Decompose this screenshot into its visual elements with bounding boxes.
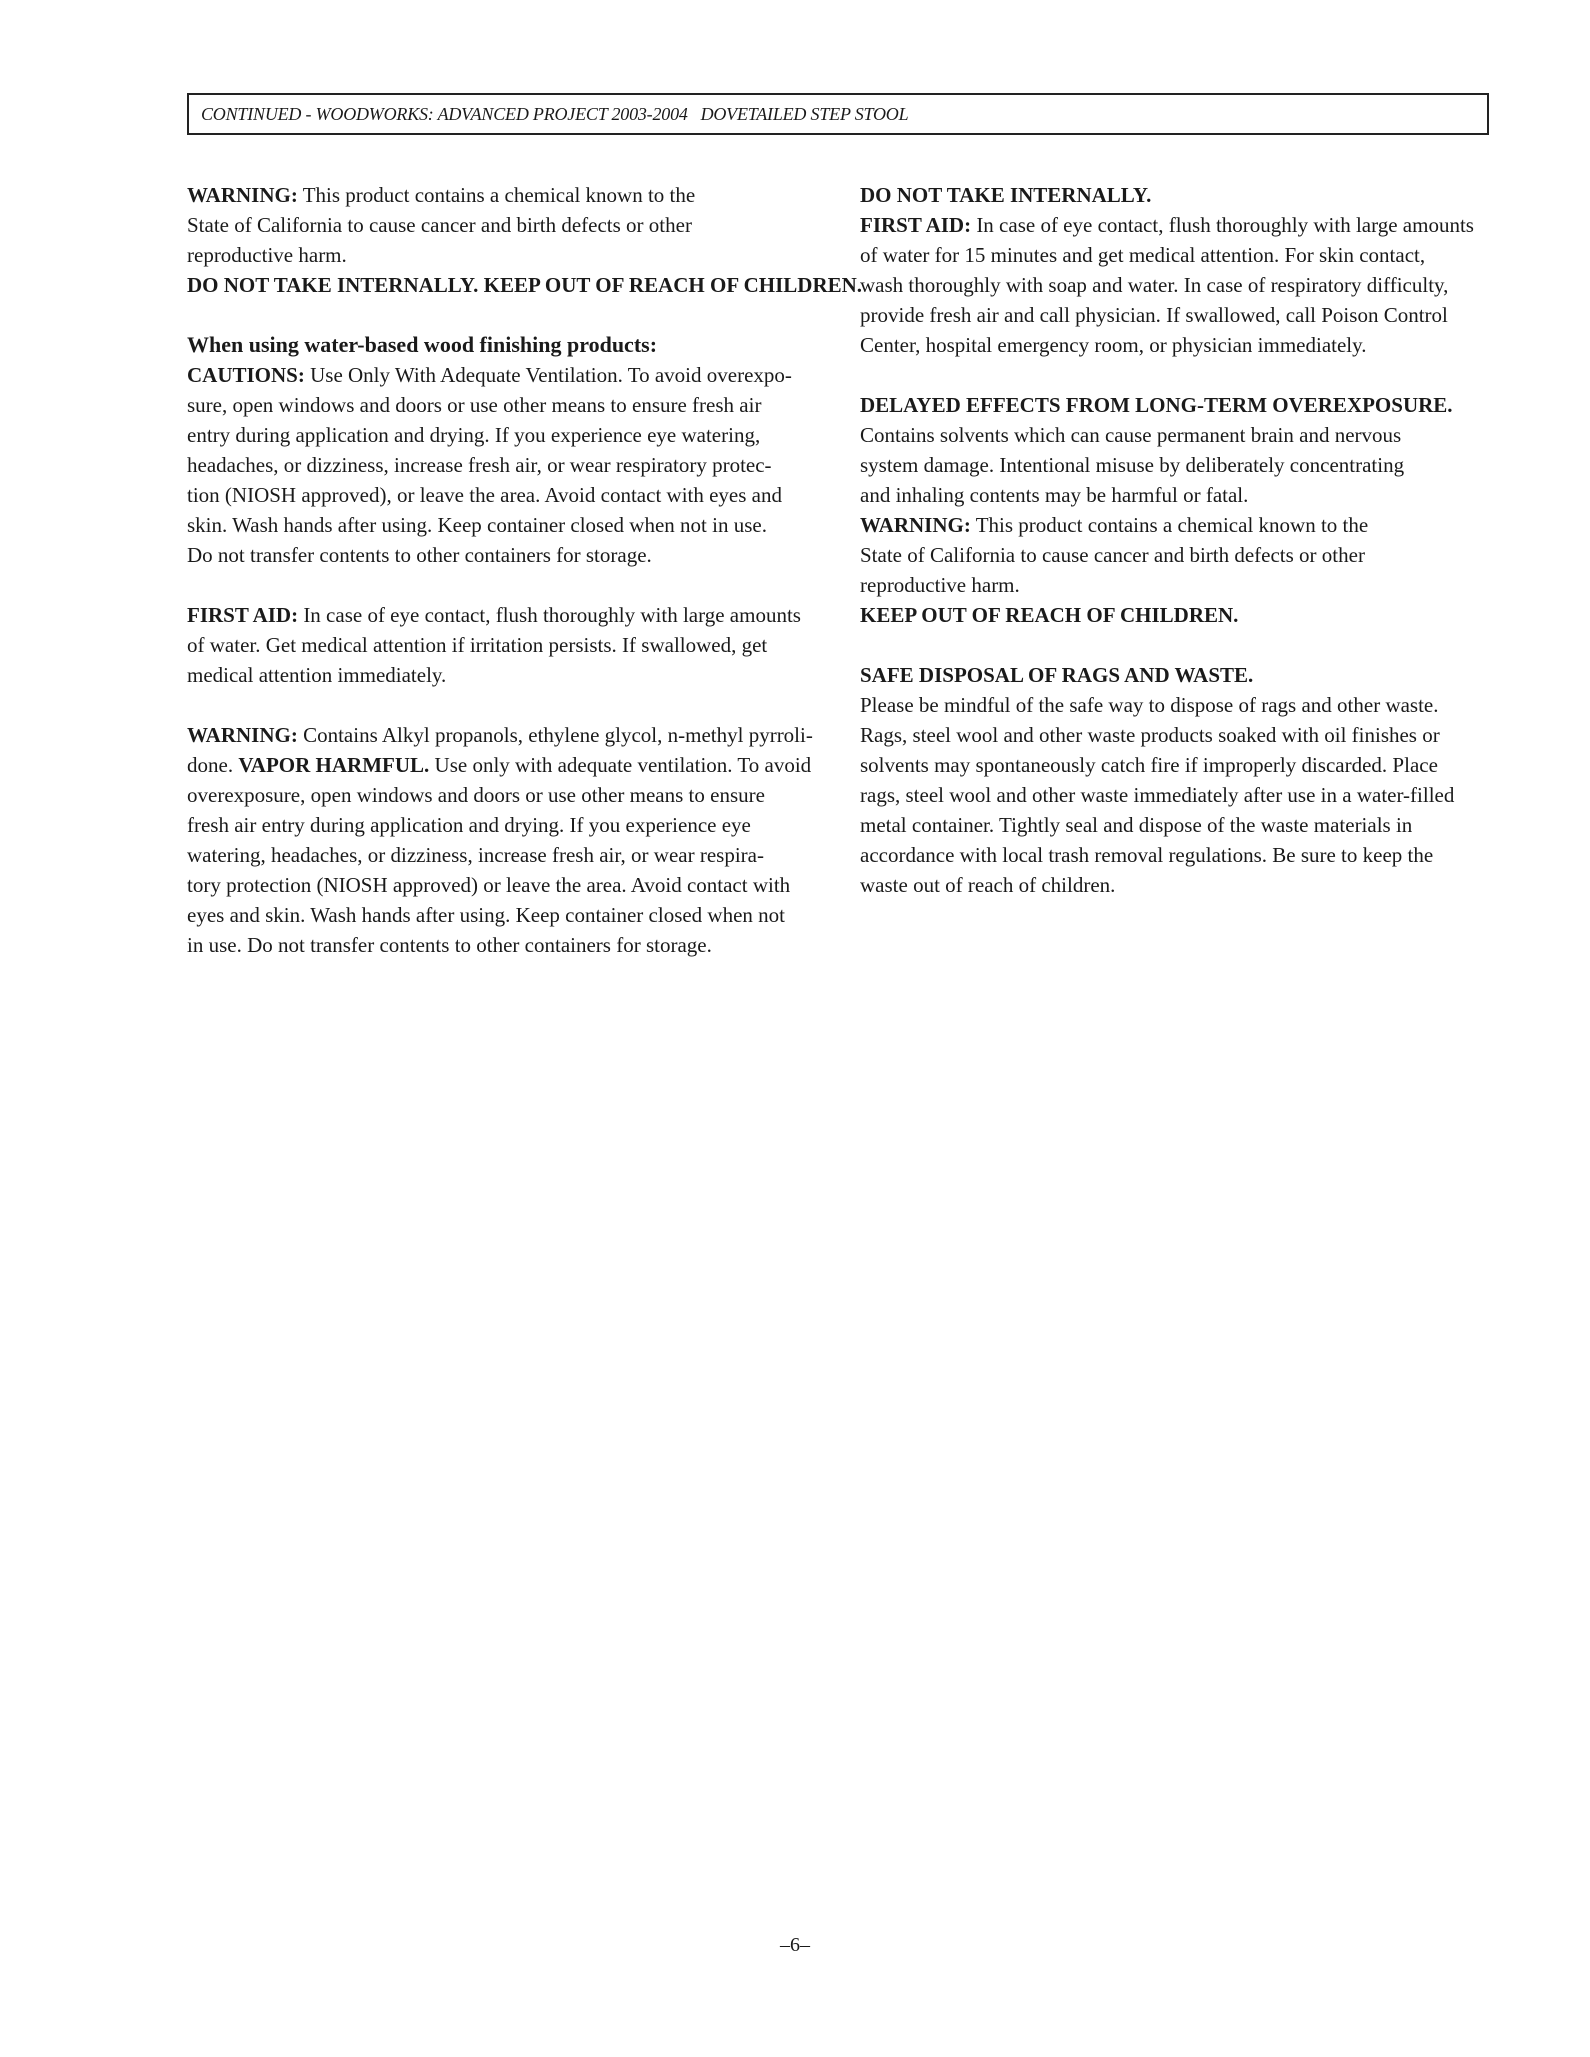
text-span: In case of eye contact, flush thoroughly with large amounts <box>298 603 801 627</box>
text-span: This product contains a chemical known to the <box>970 513 1369 537</box>
section-heading: DELAYED EFFECTS FROM LONG-TERM OVEREXPOSURE. <box>860 393 1453 417</box>
text-line <box>860 210 1495 240</box>
section-heading: SAFE DISPOSAL OF RAGS AND WASTE. <box>860 663 1254 687</box>
text-line: in use. Do not transfer contents to other containers for storage. <box>187 933 712 957</box>
text-span: This product contains a chemical known to the <box>297 183 696 207</box>
water-based-section <box>187 330 822 570</box>
text-line: accordance with local trash removal regulations. Be sure to keep the <box>860 843 1434 867</box>
spacer <box>187 300 822 330</box>
text-line: system damage. Intentional misuse by deliberately concentrating <box>860 453 1405 477</box>
vapor-harmful-label: VAPOR HARMFUL. <box>238 753 430 777</box>
text-line <box>187 750 822 780</box>
text-line <box>187 600 822 630</box>
text-span: Use only with adequate ventilation. To avoid <box>429 753 812 777</box>
keep-out-of-reach: KEEP OUT OF REACH OF CHILDREN. <box>860 603 1239 627</box>
text-span: done. <box>187 753 239 777</box>
text-line: State of California to cause cancer and birth defects or other <box>860 543 1365 567</box>
spacer <box>187 690 822 720</box>
first-aid-section <box>187 600 822 690</box>
text-line: watering, headaches, or dizziness, increase fresh air, or wear respira- <box>187 843 764 867</box>
warning-alkyl-section <box>187 720 822 960</box>
text-line <box>187 180 822 210</box>
text-line: medical attention immediately. <box>187 663 447 687</box>
cautions-label: CAUTIONS: <box>187 363 305 387</box>
text-line: of water. Get medical attention if irritation persists. If swallowed, get <box>187 633 768 657</box>
text-line: Rags, steel wool and other waste products soaked with oil finishes or <box>860 723 1440 747</box>
warning-section-1 <box>187 180 863 300</box>
text-line: tory protection (NIOSH approved) or leave the area. Avoid contact with <box>187 873 791 897</box>
spacer <box>187 570 822 600</box>
text-line <box>187 720 822 750</box>
header-box <box>187 93 1489 135</box>
header-title: CONTINUED - WOODWORKS: ADVANCED PROJECT 2003-2004 DOVETAILED STEP STOOL <box>201 104 909 124</box>
text-line: entry during application and drying. If you experience eye watering, <box>187 423 761 447</box>
text-line: metal container. Tightly seal and dispose of the waste materials in <box>860 813 1413 837</box>
text-line: headaches, or dizziness, increase fresh air, or wear respiratory protec- <box>187 453 772 477</box>
right-column <box>860 180 1495 900</box>
text-span: Contains Alkyl propanols, ethylene glycol, n-methyl pyrroli- <box>297 723 813 747</box>
text-line: tion (NIOSH approved), or leave the area. Avoid contact with eyes and <box>187 483 782 507</box>
text-line: waste out of reach of children. <box>860 873 1116 897</box>
delayed-effects-section <box>860 390 1495 630</box>
warning-label: WARNING: <box>860 513 971 537</box>
do-not-take-warning: DO NOT TAKE INTERNALLY. KEEP OUT OF REACH OF CHILDREN. <box>187 273 863 297</box>
text-line: reproductive harm. <box>187 243 347 267</box>
do-not-take-heading: DO NOT TAKE INTERNALLY. <box>860 183 1152 207</box>
text-line: sure, open windows and doors or use other means to ensure fresh air <box>187 393 762 417</box>
text-line: Center, hospital emergency room, or physician immediately. <box>860 333 1367 357</box>
text-line: of water for 15 minutes and get medical attention. For skin contact, <box>860 243 1426 267</box>
disposal-section <box>860 660 1495 900</box>
text-line: reproductive harm. <box>860 573 1020 597</box>
text-line: Contains solvents which can cause permanent brain and nervous <box>860 423 1402 447</box>
first-aid-label: FIRST AID: <box>860 213 972 237</box>
text-span: Use Only With Adequate Ventilation. To avoid overexpo- <box>304 363 792 387</box>
section-heading: When using water-based wood finishing products: <box>187 332 658 357</box>
text-span: In case of eye contact, flush thoroughly with large amounts <box>971 213 1474 237</box>
text-line: Please be mindful of the safe way to dispose of rags and other waste. <box>860 693 1439 717</box>
text-line: provide fresh air and call physician. If swallowed, call Poison Control <box>860 303 1448 327</box>
warning-label: WARNING: <box>187 723 298 747</box>
text-line: solvents may spontaneously catch fire if improperly discarded. Place <box>860 753 1438 777</box>
text-line: rags, steel wool and other waste immediately after use in a water-filled <box>860 783 1455 807</box>
text-line: skin. Wash hands after using. Keep container closed when not in use. <box>187 513 767 537</box>
text-line <box>187 360 822 390</box>
text-line: Do not transfer contents to other containers for storage. <box>187 543 652 567</box>
spacer <box>860 630 1495 660</box>
text-line <box>860 510 1495 540</box>
text-line: and inhaling contents may be harmful or fatal. <box>860 483 1249 507</box>
text-line: overexposure, open windows and doors or use other means to ensure <box>187 783 765 807</box>
first-aid-label: FIRST AID: <box>187 603 299 627</box>
do-not-take-section <box>860 180 1495 360</box>
text-line: wash thoroughly with soap and water. In case of respiratory difficulty, <box>860 273 1449 297</box>
spacer <box>860 360 1495 390</box>
warning-label: WARNING: <box>187 183 298 207</box>
text-line: fresh air entry during application and drying. If you experience eye <box>187 813 751 837</box>
text-line: State of California to cause cancer and birth defects or other <box>187 213 692 237</box>
page-number: –6– <box>780 1934 810 1956</box>
text-line: eyes and skin. Wash hands after using. Keep container closed when not <box>187 903 786 927</box>
left-column <box>187 180 863 960</box>
